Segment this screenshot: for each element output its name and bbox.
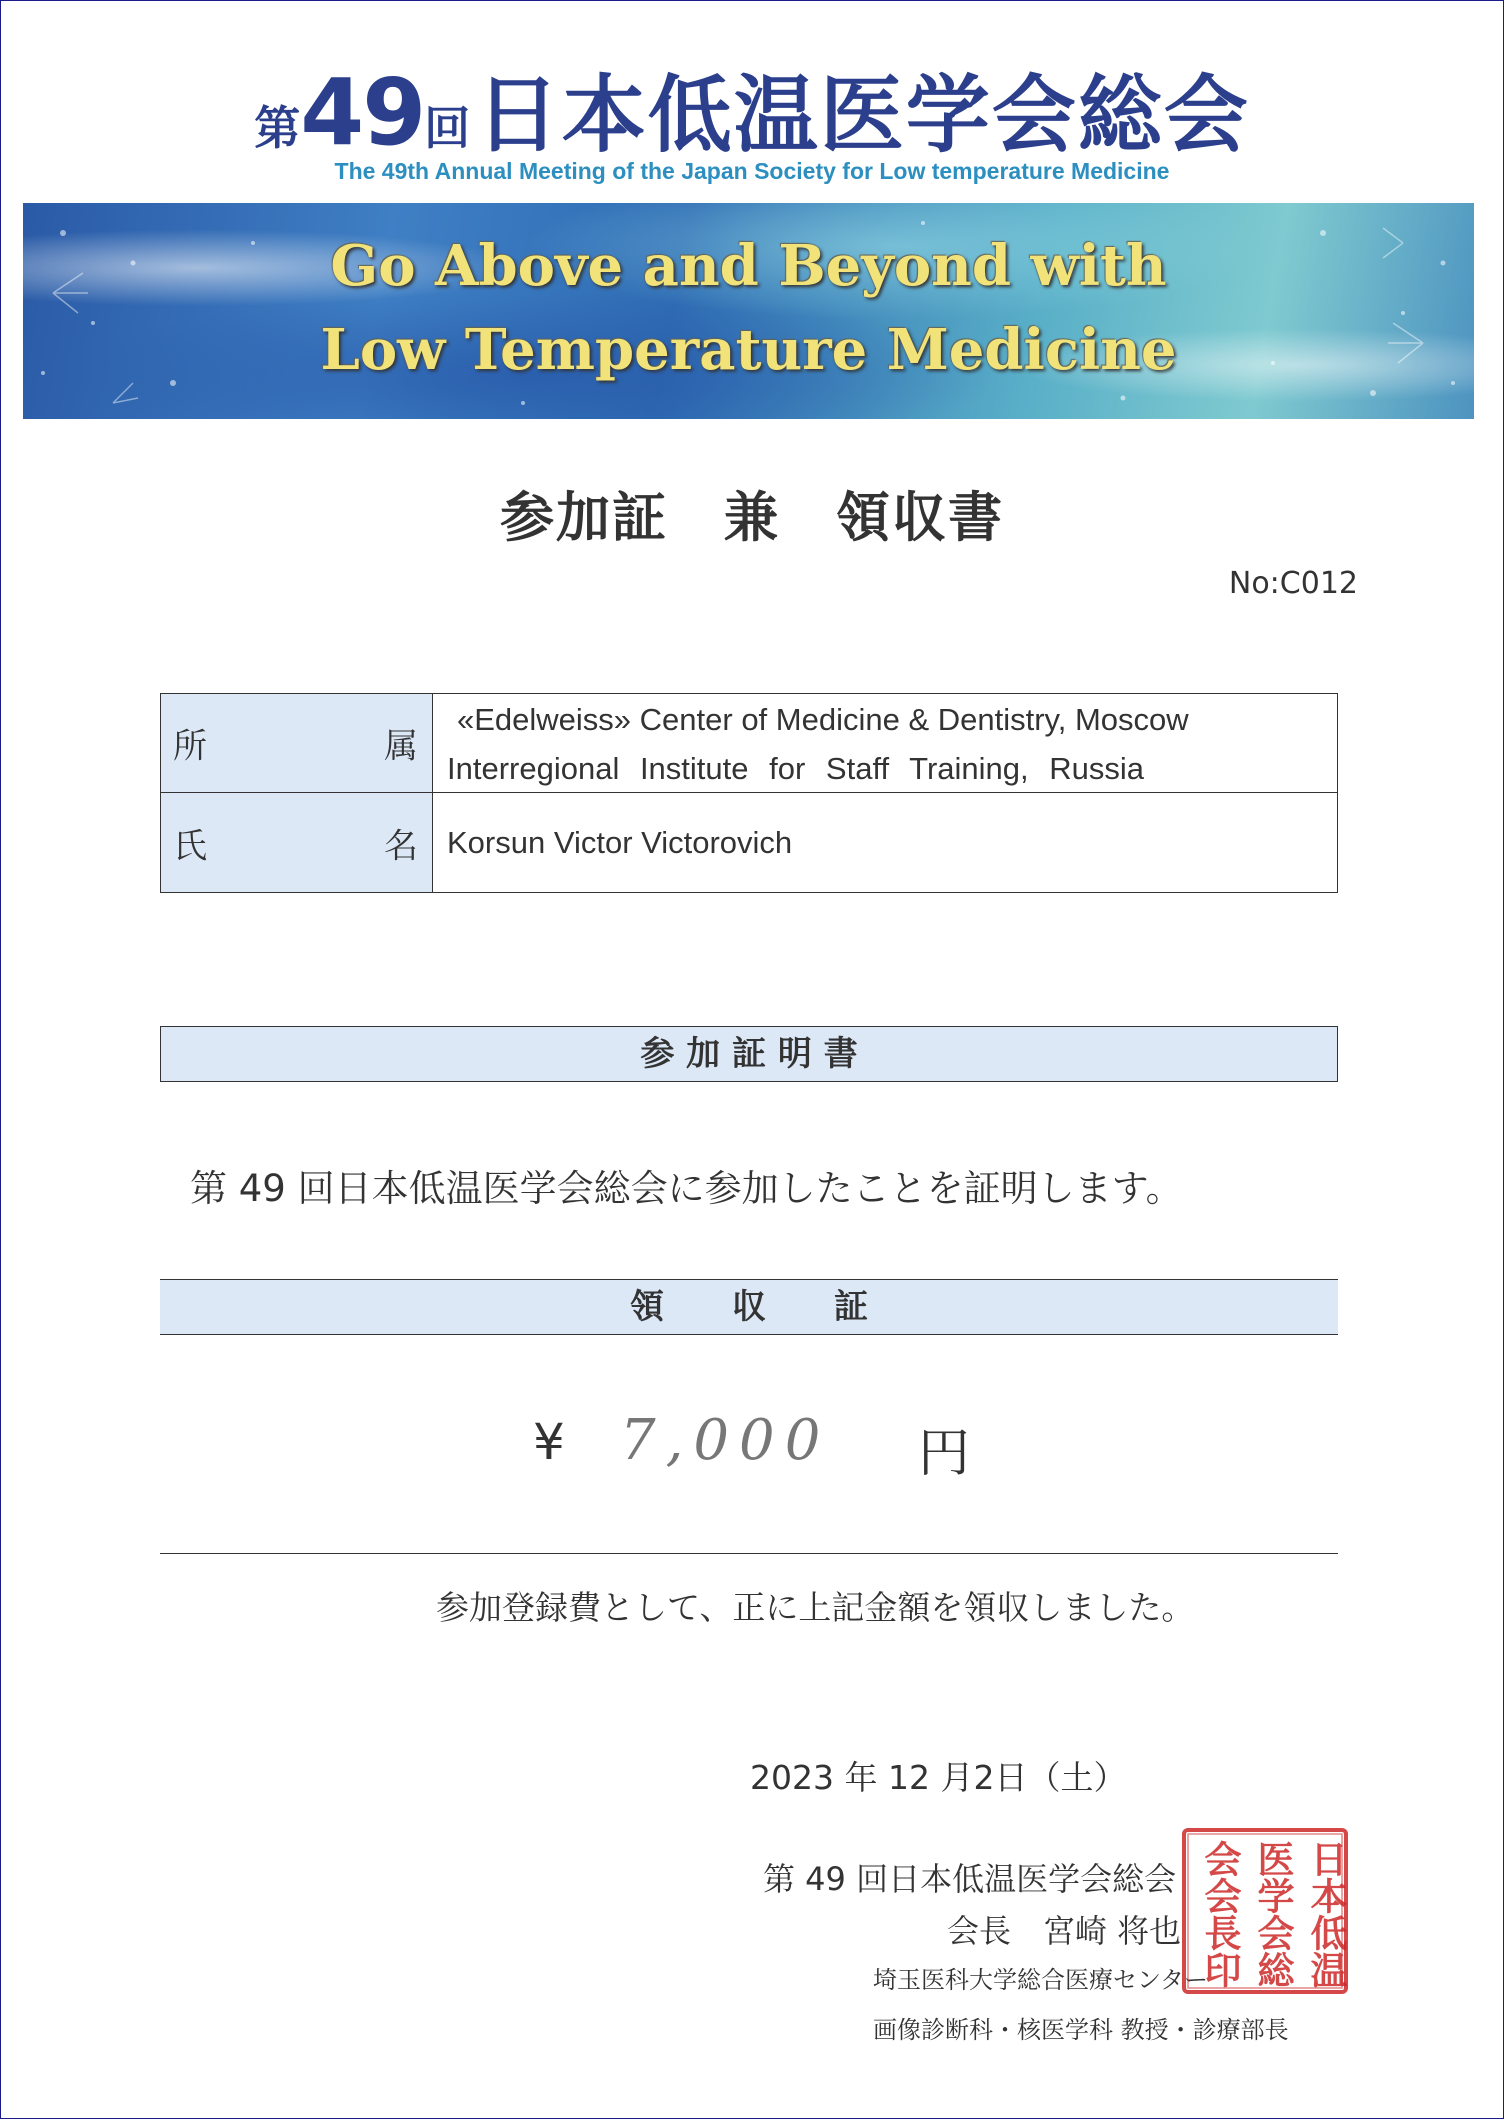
- receipt-text: 参加登録費として、正に上記金額を領収しました。: [436, 1588, 1195, 1627]
- seal-col-4: 会会長印: [1198, 1840, 1242, 1988]
- name-label-left: 氏: [173, 826, 207, 866]
- name-label-right: 名: [384, 826, 418, 866]
- certificate-heading: 参 加 証 明 書: [160, 1026, 1338, 1082]
- banner-line-2: Low Temperature Medicine: [320, 317, 1177, 383]
- president-affiliation-1: 埼玉医科大学総合医療センター: [873, 1966, 1209, 1994]
- organization-name: 第 49 回日本低温医学会総会: [763, 1860, 1177, 1898]
- attendee-name: Korsun Victor Victorovich: [447, 824, 793, 860]
- document-number: No:C012: [1228, 566, 1358, 601]
- meeting-subtitle: The 49th Annual Meeting of the Japan Society for Low temperature Medicine: [334, 158, 1170, 184]
- title-suffix: 回: [424, 101, 471, 155]
- president-name: 会長 宮崎 将也: [947, 1912, 1182, 1950]
- amount-handwritten: 7,000: [620, 1408, 831, 1473]
- certificate-text: 第 49 回日本低温医学会総会に参加したことを証明します。: [190, 1167, 1183, 1210]
- president-affiliation-2: 画像診断科・核医学科 教授・診療部長: [873, 2016, 1289, 2044]
- affiliation-line-2: Interregional Institute for Staff Training, Russia: [447, 751, 1144, 786]
- title-prefix: 第: [254, 101, 301, 155]
- affiliation-row: [161, 694, 1337, 793]
- seal-col-2: 日本低温: [1304, 1840, 1348, 1988]
- issue-date: 2023 年 12 月2日（土）: [750, 1758, 1127, 1797]
- official-seal-stamp: [1182, 1828, 1348, 1994]
- title-number: 49: [300, 59, 425, 166]
- seal-col-3: 医学会総: [1251, 1840, 1295, 1988]
- currency-unit: 円: [918, 1424, 971, 1484]
- name-value-cell: [447, 793, 1327, 892]
- name-label: [161, 793, 433, 892]
- affiliation-label-right: 属: [384, 726, 418, 767]
- receipt-heading: 領 収 証: [160, 1279, 1338, 1335]
- name-row: [161, 793, 1337, 892]
- theme-banner: [23, 203, 1474, 419]
- attendee-info-table: [160, 693, 1338, 893]
- affiliation-line-1: «Edelweiss» Center of Medicine & Dentistry, Moscow: [457, 702, 1189, 737]
- title-main: 日本低温医学会総会: [475, 66, 1250, 164]
- currency-symbol: ¥: [533, 1413, 565, 1471]
- affiliation-label-left: 所: [173, 726, 207, 767]
- document-title: 参加証 兼 領収書: [500, 486, 1004, 549]
- affiliation-value: [447, 694, 1327, 792]
- affiliation-label: [161, 694, 433, 792]
- banner-line-1: Go Above and Beyond with: [330, 233, 1167, 299]
- meeting-title: [0, 48, 1504, 169]
- amount-underline: [160, 1553, 1338, 1554]
